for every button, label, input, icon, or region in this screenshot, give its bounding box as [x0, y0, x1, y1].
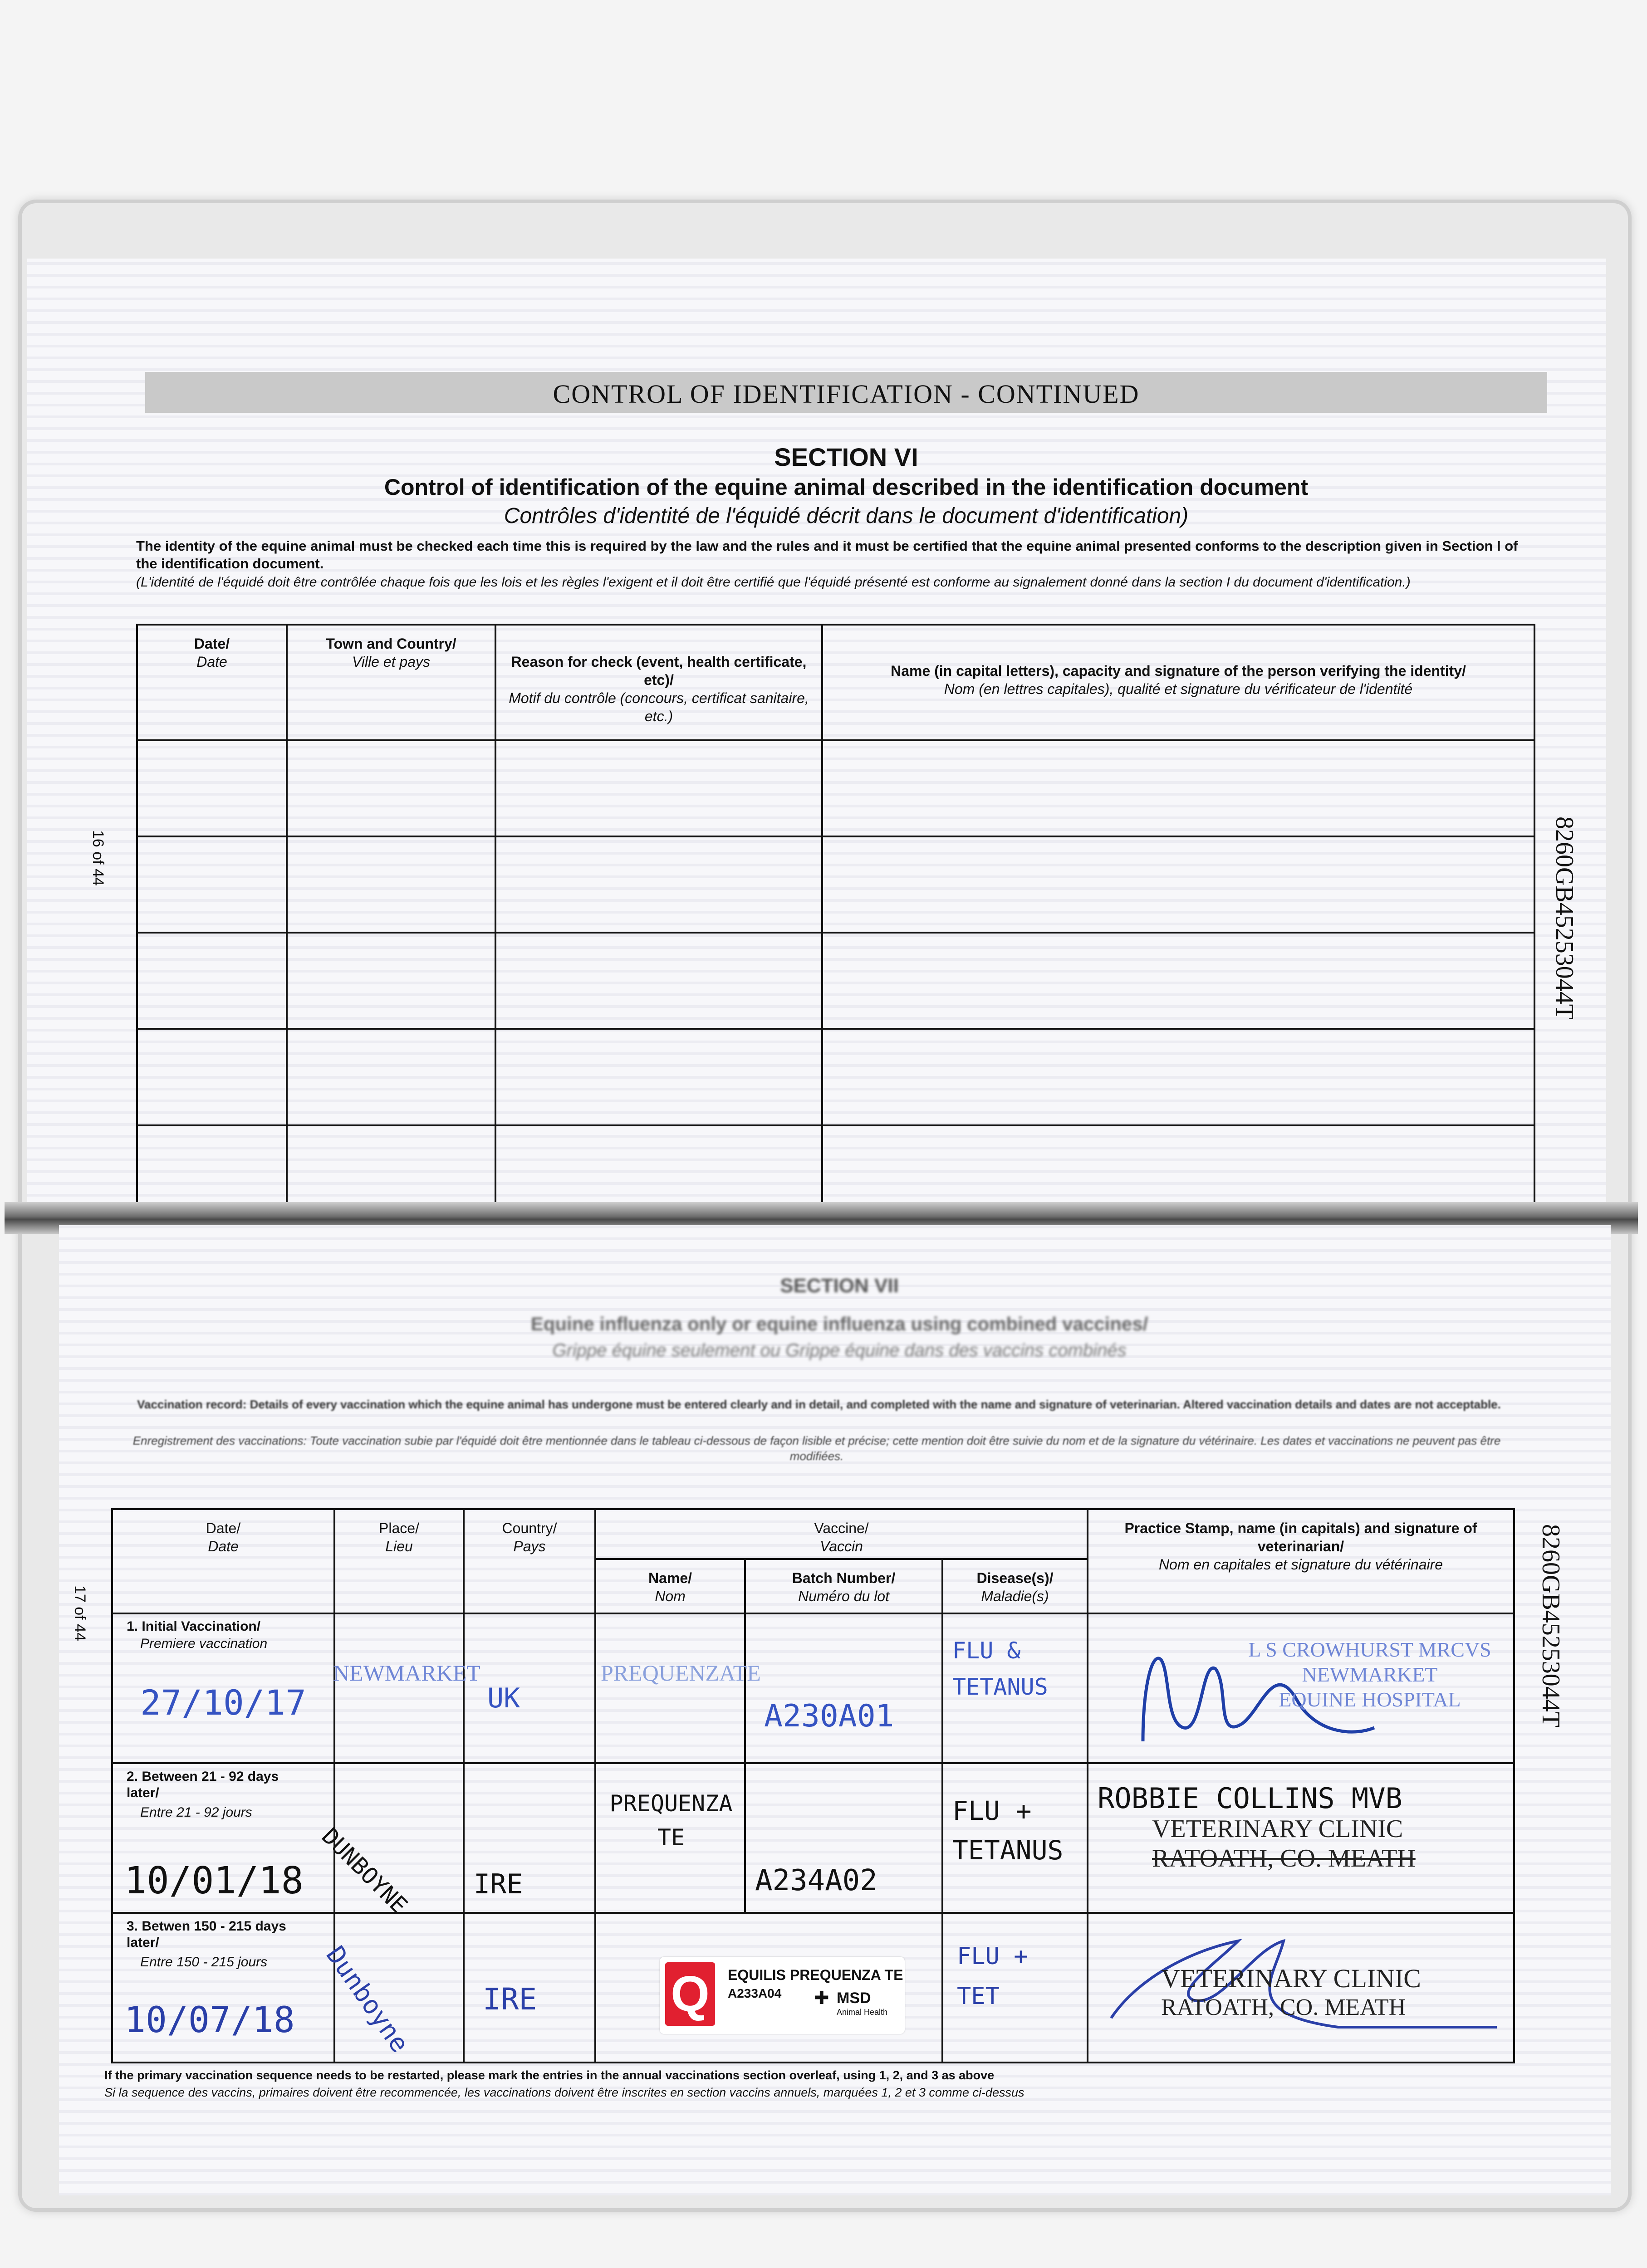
- page-heading-fr: Contrôles d'identité de l'équidé décrit dans le document d'identification): [504, 504, 1189, 528]
- header-date-en: Date/: [194, 635, 230, 652]
- cell-verifier[interactable]: [822, 836, 1534, 933]
- stamp-line: L S CROWHURST MRCVS: [1248, 1638, 1491, 1661]
- header-country-en: Country/: [502, 1520, 557, 1536]
- cell-practice-stamp[interactable]: [1088, 1613, 1514, 1763]
- header-reason-en: Reason for check (event, health certificate, etc)/: [511, 654, 807, 688]
- cell-town[interactable]: [287, 933, 495, 1029]
- cell-date[interactable]: [112, 1613, 334, 1763]
- row-label: 1. Initial Vaccination/: [127, 1619, 261, 1634]
- stamp-line: NEWMARKET: [1302, 1663, 1438, 1686]
- vaccination-intro: Vaccination record: Details of every vaccination which the equine animal has undergone must be entered clearly and in detail, and completed with the name and signature of veterinarian. Altered vaccination details and dates are not acceptable.: [137, 1398, 1501, 1411]
- practice-stamp: [1234, 1637, 1506, 1712]
- header-date: [112, 1509, 334, 1613]
- vaccination-intro-fr: Enregistrement des vaccinations: Toute vaccination subie par l'équidé doit être mentionnée dans le tableau ci-dessous de façon lisible et précise; cette mention doit être suivie du nom et de la signature du vétérinaire. Les dates et vaccinations ne peuvent pas être modifiées.: [132, 1434, 1501, 1463]
- cell-town[interactable]: [287, 740, 495, 836]
- header-verifier-en: Name (in capital letters), capacity and signature of the person verifying the identity/: [891, 663, 1466, 679]
- section-title: SECTION VI: [774, 443, 918, 471]
- footnote: If the primary vaccination sequence needs to be restarted, please mark the entries in the annual vaccinations section overleaf, using 1, 2, and 3 as above: [104, 2068, 995, 2082]
- cell-batch[interactable]: [745, 1763, 942, 1913]
- cell-country[interactable]: [464, 1613, 595, 1763]
- vaccination-heading: Equine influenza only or equine influenza using combined vaccines/: [530, 1313, 1148, 1334]
- cell-reason[interactable]: [495, 933, 822, 1029]
- table-row: [137, 740, 1534, 836]
- cell-disease[interactable]: [942, 1613, 1088, 1763]
- vaccination-heading-fr: Grippe équine seulement ou Grippe équine dans des vaccins combinés: [552, 1340, 1127, 1360]
- header-vaccine-en: Vaccine/: [814, 1520, 869, 1536]
- header-country-fr: Pays: [513, 1538, 546, 1554]
- row-label-fr: Entre 150 - 215 jours: [140, 1955, 268, 1970]
- sticker-brand: MSD: [837, 1989, 871, 2007]
- cell-date[interactable]: [137, 1029, 287, 1125]
- sticker-logo: Q: [665, 1962, 715, 2026]
- cell-practice-stamp[interactable]: [1088, 1913, 1514, 2063]
- section-vii-title: SECTION VII: [780, 1275, 899, 1297]
- header-practice-stamp: [1088, 1509, 1514, 1613]
- cell-reason[interactable]: [495, 836, 822, 933]
- header-date: [137, 625, 287, 740]
- header-disease-fr: Maladie(s): [981, 1588, 1049, 1604]
- cell-date[interactable]: [112, 1913, 334, 2063]
- stamp-line: RATOATH, CO. MEATH: [1161, 1994, 1406, 2020]
- cell-disease[interactable]: [942, 1913, 1088, 2063]
- cell-batch[interactable]: [745, 1613, 942, 1763]
- page-number-16: 16 of 44: [89, 830, 107, 886]
- table-header-row: [137, 625, 1534, 740]
- cell-place[interactable]: [316, 1763, 464, 1919]
- stamp-line: VETERINARY CLINIC: [1161, 1964, 1421, 1993]
- header-town-fr: Ville et pays: [352, 654, 430, 670]
- cell-vaccine-sticker[interactable]: [595, 1913, 942, 2063]
- practice-stamp: [1161, 1964, 1506, 2021]
- intro-text-fr: (L'identité de l'équidé doit être contrôlée chaque fois que les lois et les règles l'exigent et il doit être certifié que l'équidé présenté est conforme au signalement donné dans la section I du document d'identification.): [136, 575, 1411, 590]
- cell-country[interactable]: [464, 1913, 595, 2063]
- vaccine-header-row-1: [112, 1509, 1514, 1559]
- table-row: [137, 933, 1534, 1029]
- cell-date[interactable]: [137, 836, 287, 933]
- footnote-fr: Si la sequence des vaccins, primaires doivent être recommencée, les vaccinations doivent être inscrites en section vaccins annuels, marquées 1, 2 et 3 comme ci-dessus: [104, 2086, 1024, 2099]
- place-handwritten: DUNBOYNE: [316, 1823, 413, 1919]
- table-row: [137, 836, 1534, 933]
- header-stamp-en: Practice Stamp, name (in capitals) and signature of veterinarian/: [1124, 1520, 1477, 1554]
- sticker-brand-sub: Animal Health: [837, 2008, 888, 2017]
- cell-verifier[interactable]: [822, 933, 1534, 1029]
- header-batch-fr: Numéro du lot: [798, 1588, 889, 1604]
- date-handwritten: 27/10/17: [140, 1682, 307, 1723]
- header-verifier: [822, 625, 1534, 740]
- row-label-fr: Premiere vaccination: [140, 1636, 268, 1651]
- page-heading: Control of identification of the equine animal described in the identification document: [384, 474, 1309, 500]
- cell-country[interactable]: [464, 1763, 595, 1913]
- document-id-top: 8260GB45253044T: [1550, 816, 1578, 1020]
- cell-place[interactable]: [320, 1913, 464, 2063]
- header-town-en: Town and Country/: [326, 635, 456, 652]
- cell-verifier[interactable]: [822, 1029, 1534, 1125]
- header-vaccine: [595, 1509, 1088, 1559]
- header-place-en: Place/: [379, 1520, 419, 1536]
- practice-stamp: [1098, 1782, 1515, 1873]
- row-label: 2. Between 21 - 92 days later/: [127, 1769, 279, 1800]
- banner-title: CONTROL OF IDENTIFICATION - CONTINUED: [553, 379, 1140, 409]
- cell-date[interactable]: [137, 740, 287, 836]
- msd-cross-icon: ✚: [814, 1988, 829, 2008]
- header-date-fr: Date: [196, 654, 227, 670]
- vaccination-table: [111, 1508, 1515, 2063]
- cell-town[interactable]: [287, 1029, 495, 1125]
- header-reason: [495, 625, 822, 740]
- batch-handwritten: A230A01: [764, 1698, 894, 1734]
- header-vaccine-fr: Vaccin: [820, 1538, 863, 1554]
- cell-vaccine-name[interactable]: [595, 1763, 745, 1913]
- header-disease-en: Disease(s)/: [976, 1570, 1054, 1586]
- header-place-fr: Lieu: [385, 1538, 413, 1554]
- header-country: [464, 1509, 595, 1613]
- header-date-fr: Date: [208, 1538, 239, 1554]
- cell-vaccine-name[interactable]: [595, 1613, 761, 1763]
- sticker-lot: A233A04: [728, 1986, 782, 2000]
- vaccination-row-initial: [112, 1613, 1514, 1763]
- cell-verifier[interactable]: [822, 740, 1534, 836]
- vaccination-row-third: [112, 1913, 1514, 2063]
- cell-place[interactable]: [333, 1613, 480, 1763]
- intro-text: The identity of the equine animal must be checked each time this is required by the law and the rules and it must be certified that the equine animal presented conforms to the description given in Section I of the identification document.: [136, 538, 1518, 572]
- header-verifier-fr: Nom (en lettres capitales), qualité et signature du vérificateur de l'identité: [944, 681, 1413, 697]
- page-number-17: 17 of 44: [71, 1585, 88, 1641]
- country-handwritten: IRE: [483, 1982, 537, 2017]
- date-handwritten: 10/07/18: [124, 2000, 295, 2041]
- vaccine-name-handwritten: PREQUENZA TE: [609, 1790, 733, 1851]
- date-handwritten: 10/01/18: [124, 1859, 304, 1902]
- header-batch-number: [745, 1559, 942, 1613]
- sticker-product: EQUILIS PREQUENZA TE: [728, 1967, 903, 1983]
- vet-name-handwritten: ROBBIE COLLINS MVB: [1098, 1782, 1402, 1815]
- header-stamp-fr: Nom en capitales et signature du vétérinaire: [1158, 1556, 1443, 1573]
- batch-handwritten: A234A02: [755, 1864, 877, 1897]
- cell-disease[interactable]: [942, 1763, 1088, 1913]
- disease-handwritten: FLU & TETANUS: [952, 1637, 1048, 1700]
- place-handwritten: Dunboyne: [320, 1941, 415, 2058]
- header-vaccine-name: [595, 1559, 745, 1613]
- header-place: [334, 1509, 464, 1613]
- country-handwritten: IRE: [474, 1868, 523, 1900]
- disease-handwritten: FLU + TET: [957, 1943, 1028, 2010]
- disease-handwritten: FLU + TETANUS: [952, 1795, 1064, 1866]
- identity-check-table: [136, 624, 1535, 1222]
- table-row: [137, 1029, 1534, 1125]
- cell-reason[interactable]: [495, 740, 822, 836]
- header-batch-en: Batch Number/: [792, 1570, 896, 1586]
- vaccination-row-second: [112, 1763, 1514, 1913]
- place-stamp: NEWMARKET: [333, 1660, 480, 1686]
- stamp-line: VETERINARY CLINIC: [1152, 1815, 1403, 1843]
- cell-town[interactable]: [287, 836, 495, 933]
- stamp-line: RATOATH, CO. MEATH: [1152, 1844, 1416, 1872]
- vaccine-batch-sticker: [660, 1957, 905, 2034]
- vaccine-name-stamp: PREQUENZATE: [601, 1660, 761, 1686]
- cell-reason[interactable]: [495, 1029, 822, 1125]
- header-reason-fr: Motif du contrôle (concours, certificat sanitaire, etc.): [509, 690, 809, 724]
- header-date-en: Date/: [206, 1520, 241, 1536]
- row-label-fr: Entre 21 - 92 jours: [140, 1805, 252, 1820]
- cell-practice-stamp[interactable]: [1088, 1763, 1514, 1913]
- header-name-fr: Nom: [655, 1588, 686, 1604]
- header-town: [287, 625, 495, 740]
- row-label: 3. Betwen 150 - 215 days later/: [127, 1919, 286, 1950]
- country-handwritten: UK: [487, 1682, 520, 1714]
- cell-date[interactable]: [137, 933, 287, 1029]
- stamp-line: EQUINE HOSPITAL: [1279, 1688, 1461, 1711]
- header-disease: [942, 1559, 1088, 1613]
- header-name-en: Name/: [648, 1570, 692, 1586]
- cell-date[interactable]: [112, 1763, 334, 1913]
- document-id-bottom: 8260GB45253044T: [1537, 1524, 1565, 1727]
